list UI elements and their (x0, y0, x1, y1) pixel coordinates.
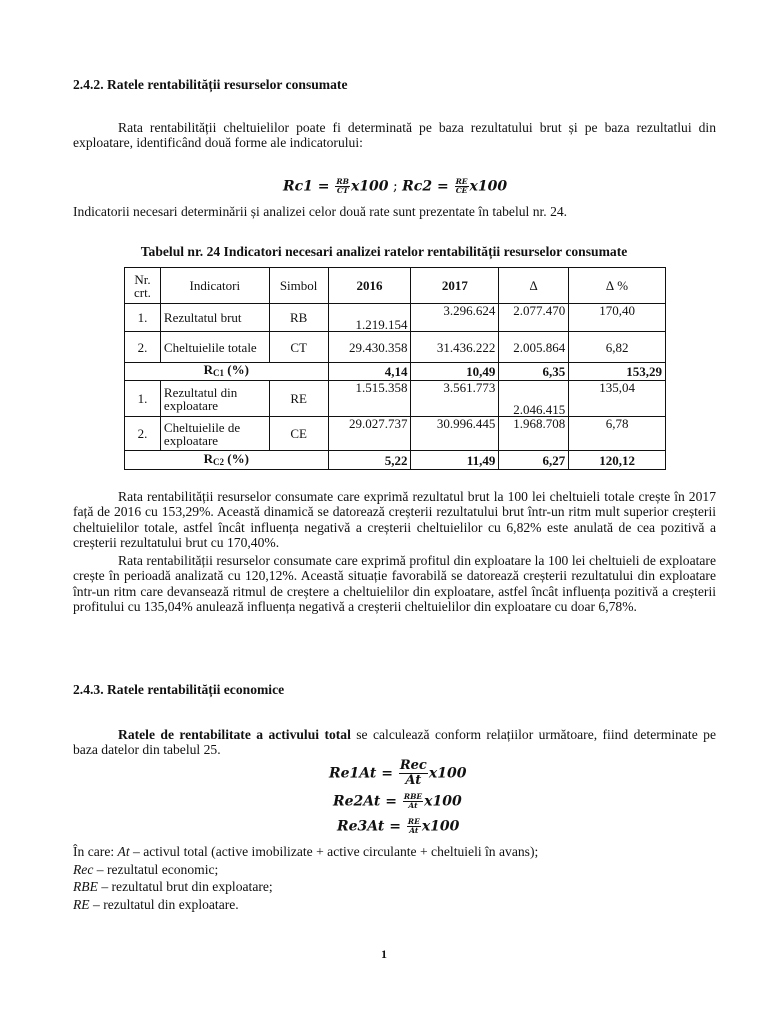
legend-item: Rec – rezultatul economic; (73, 861, 219, 877)
cell: 6,78 (569, 417, 666, 451)
analysis-paragraph-2: Rata rentabilității resurselor consumate care exprimă profitul din exploatare la 100 lei cheltuieli de exploatare crește în perioadă analizată cu 120,12%. Această situație favorabilă se datorează creșterii rezultatului din exploatare într-un ritm care devansează ritmul de creștere a cheltuielilor din exploatare, astfel încât influența pozitivă a creșterii profitului cu 135,04% anulează influența negativă a creșterii cheltuielilor din exploatare cu doar 6,78%. (73, 553, 716, 614)
cell: 1.968.708 (499, 417, 569, 451)
legend-item: În care: At – activul total (active imobilizate + active circulante + cheltuieli în avans); (73, 844, 539, 859)
header-nr: Nr. crt. (125, 268, 161, 304)
section-243-intro: Ratele de rentabilitate a activului total se calculează conform relațiilor următoare, fiind determinate pe baza datelor din tabelul 25. (73, 727, 716, 758)
header-delta-pct: ∆ % (569, 268, 666, 304)
cell: 1.219.154 (328, 304, 411, 332)
legend (73, 843, 538, 913)
after-formula-text: Indicatorii necesari determinării și analizei celor două rate sunt prezentate în tabelul nr. 24. (73, 204, 568, 219)
cell: 1. (125, 381, 161, 417)
cell: Cheltuielile de exploatare (160, 417, 269, 451)
formula-re2at: Re2At = $\frac{\text{RBE}}{At}$ x100 (333, 792, 462, 810)
cell: 1. (125, 304, 161, 332)
cell: 5,22 (328, 451, 411, 470)
rc2-fraction: $\frac{RE}{CE}$ (455, 177, 468, 195)
cell: 2. (125, 332, 161, 363)
cell: 1.515.358 (328, 381, 411, 417)
table-row (125, 304, 666, 332)
header-delta: ∆ (499, 268, 569, 304)
cell: 3.561.773 (411, 381, 499, 417)
intro-paragraph: Rata rentabilității cheltuielilor poate fi determinată pe baza rezultatului brut și pe baza rezultatlui din exploatare, identificând două forme ale indicatorului: (73, 120, 716, 151)
cell: 2.046.415 (499, 381, 569, 417)
cell: 31.436.222 (411, 332, 499, 363)
cell: 2.077.470 (499, 304, 569, 332)
table-title: Tabelul nr. 24 Indicatori necesari analizei ratelor rentabilității resurselor consumate (140, 244, 628, 259)
page-number: 1 (381, 947, 387, 961)
table-row (125, 417, 666, 451)
rc1-row (125, 363, 666, 381)
cell: 6,35 (499, 363, 569, 381)
cell: 120,12 (569, 451, 666, 470)
rc2-label: $R_{C2}$ (%) (125, 451, 329, 470)
cell: 135,04 (569, 381, 666, 417)
rc1-fraction: $\frac{RB}{CT}$ (336, 177, 349, 195)
cell: 4,14 (328, 363, 411, 381)
section-heading-243: 2.4.3. Ratele rentabilității economice (73, 682, 285, 697)
cell: RE (269, 381, 328, 417)
re1at-fraction: $\frac{\text{Rec}}{At}$ (399, 758, 427, 788)
indicators-table (124, 267, 666, 470)
re3at-fraction: $\frac{RE}{At}$ (407, 817, 420, 835)
header-indicatori: Indicatori (160, 268, 269, 304)
cell: Rezultatul brut (160, 304, 269, 332)
section-heading-242: 2.4.2. Ratele rentabilității resurselor consumate (73, 77, 348, 92)
re2at-fraction: $\frac{\text{RBE}}{At}$ (403, 792, 423, 810)
cell: 6,82 (569, 332, 666, 363)
cell: 170,40 (569, 304, 666, 332)
rc2-left: Rc2 = (402, 178, 454, 195)
cell: CE (269, 417, 328, 451)
formula-re1at: Re1At = $\frac{\text{Rec}}{At}$ x100 (329, 758, 467, 788)
cell: Rezultatul din exploatare (160, 381, 269, 417)
cell: 29.430.358 (328, 332, 411, 363)
cell: 6,27 (499, 451, 569, 470)
cell: 153,29 (569, 363, 666, 381)
header-2016: 2016 (328, 268, 411, 304)
cell: 11,49 (411, 451, 499, 470)
cell: 2.005.864 (499, 332, 569, 363)
table-row (125, 381, 666, 417)
formula-rc: Rc1 = $\frac{RB}{CT}$ x100 ; Rc2 = $\frac{RE}{CE}$ x100 (283, 177, 508, 195)
table-header-row (125, 268, 666, 304)
cell: 3.296.624 (411, 304, 499, 332)
analysis-paragraph-1: Rata rentabilității resurselor consumate care exprimă rezultatul brut la 100 lei cheltuieli totale crește în 2017 față de 2016 cu 153,29%. Această dinamică se datorează creșterii rezultatului brut într-un ritm mult superior creșterii cheltuielilor totale, astfel încât influența negativă a creșterii cheltuielilor cu 6,82% este anulată de cea pozitivă a creșterii rezultatului brut cu 170,40%. (73, 489, 716, 550)
legend-item: RE – rezultatul din exploatare. (73, 896, 239, 912)
rc1-left: Rc1 = (283, 178, 335, 195)
cell: 10,49 (411, 363, 499, 381)
table-row (125, 332, 666, 363)
cell: RB (269, 304, 328, 332)
header-2017: 2017 (411, 268, 499, 304)
cell: 30.996.445 (411, 417, 499, 451)
rc1-label: $R_{C1}$ (%) (125, 363, 329, 381)
legend-item: RBE – rezultatul brut din exploatare; (73, 879, 273, 894)
cell: 29.027.737 (328, 417, 411, 451)
cell: CT (269, 332, 328, 363)
cell: 2. (125, 417, 161, 451)
formula-re3at: Re3At = $\frac{RE}{At}$ x100 (337, 817, 460, 835)
cell: Cheltuielile totale (160, 332, 269, 363)
header-simbol: Simbol (269, 268, 328, 304)
rc2-row (125, 451, 666, 470)
